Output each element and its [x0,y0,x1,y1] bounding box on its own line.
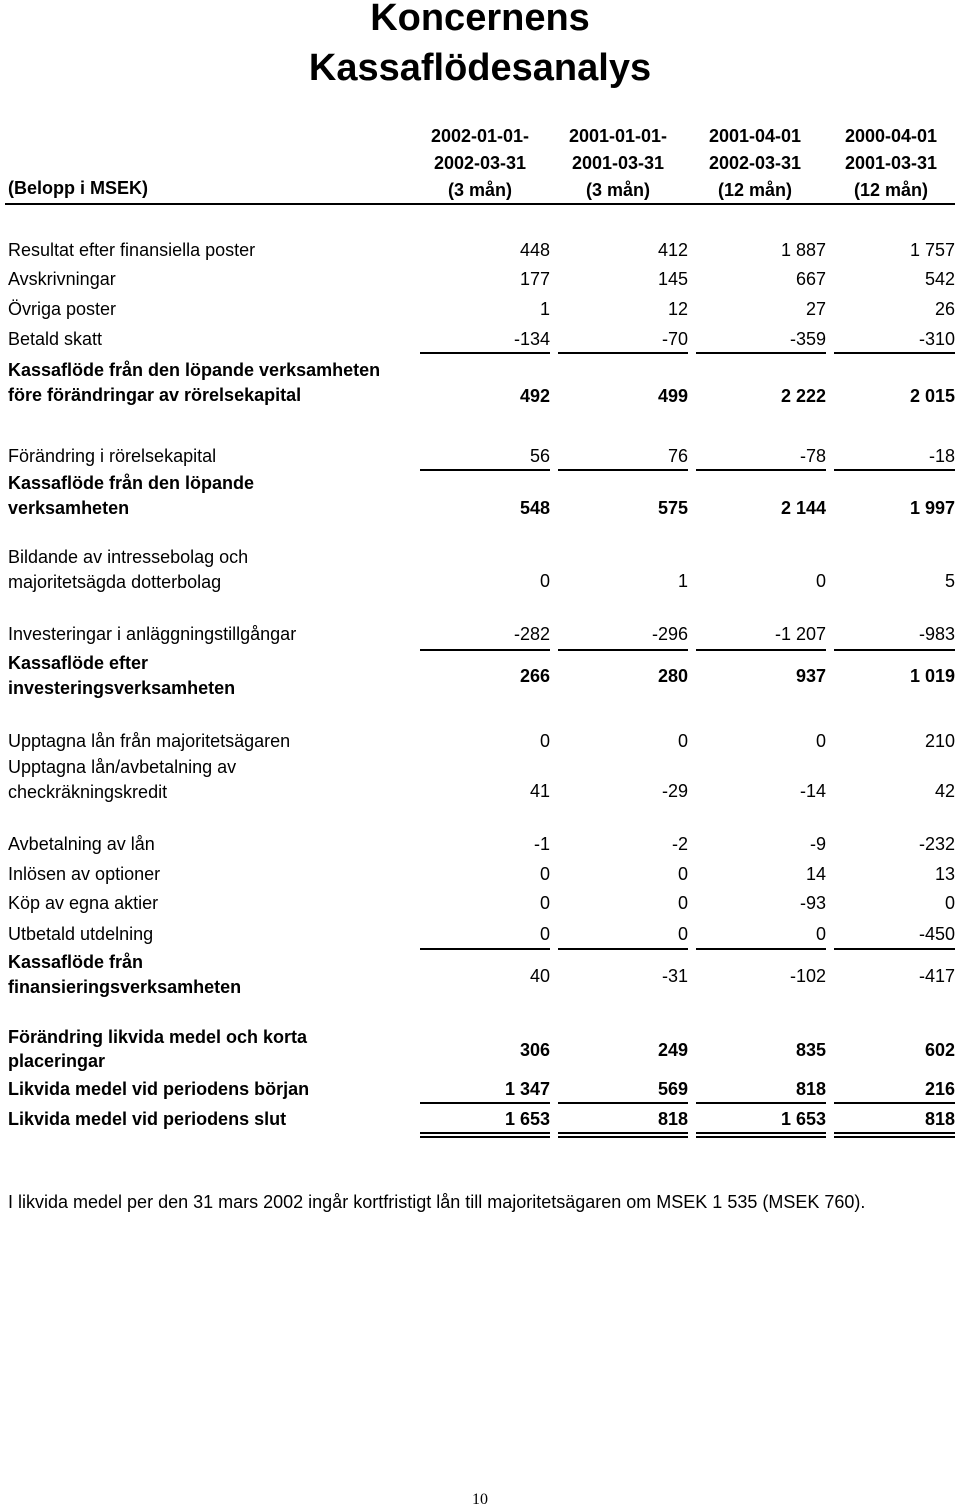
row-value: -232 [918,834,955,854]
row-value: 1 653 [780,1109,826,1129]
footnote: I likvida medel per den 31 mars 2002 ingår kortfristigt lån till majoritetsägaren om MSEK 1 535 (MSEK 760). [8,1192,866,1212]
subtotal-rule [420,1102,550,1104]
column-header-2: 2001-01-01- 2001-03-31 (3 mån) [568,126,668,200]
page-title-line1: Koncernens [370,0,590,39]
row-value: 177 [519,269,550,289]
row-value: 210 [924,731,955,751]
row-value: -417 [918,966,955,986]
subtotal-rule [558,649,688,651]
row-value: 0 [539,731,550,751]
row-value: -2 [671,834,688,854]
row-value: 13 [934,864,955,884]
row-value: 306 [519,1040,550,1060]
row-label: Betald skatt [8,329,103,349]
row-label: placeringar [8,1051,106,1071]
column-header-1: 2002-01-01- 2002-03-31 (3 mån) [430,126,530,200]
page-number: 10 [472,1491,488,1508]
row-value: 56 [529,446,550,466]
header-rule [5,203,955,205]
row-value: -983 [918,624,955,644]
row-value: 1 653 [504,1109,550,1129]
subtotal-rule [558,1102,688,1104]
row-value: 0 [815,924,826,944]
subtotal-rule [420,469,550,471]
row-value: -1 207 [774,624,826,644]
row-value: 216 [924,1079,955,1099]
row-label: investeringsverksamheten [8,678,236,698]
row-value: 0 [677,731,688,751]
row-value: 1 [539,299,550,319]
row-value: -31 [661,966,688,986]
row-value: 0 [539,893,550,913]
row-value: 0 [677,893,688,913]
row-value: 0 [815,731,826,751]
row-label: Bildande av intressebolag och [8,547,249,567]
row-label: verksamheten [8,498,130,518]
page-title-line2: Kassaflödesanalys [308,47,652,89]
column-header-3: 2001-04-01 2002-03-31 (12 mån) [708,126,802,200]
subtotal-rule [834,352,955,354]
row-label: Förändring i rörelsekapital [8,446,217,466]
row-value: 548 [519,498,550,518]
row-value: -296 [651,624,688,644]
row-value: 937 [795,666,826,686]
row-value: 0 [677,924,688,944]
subtotal-rule [696,1102,826,1104]
row-label: Köp av egna aktier [8,893,159,913]
row-value: 14 [805,864,826,884]
row-value: 42 [934,781,955,801]
row-label: Utbetald utdelning [8,924,154,944]
row-label: Upptagna lån från majoritetsägaren [8,731,291,751]
row-value: 0 [677,864,688,884]
row-value: 1 997 [909,498,955,518]
subtotal-rule [420,948,550,950]
row-value: 818 [924,1109,955,1129]
row-value: 2 015 [909,386,955,406]
row-label: Kassaflöde från den löpande verksamheten [8,360,381,380]
row-value: 835 [795,1040,826,1060]
subtotal-rule [696,948,826,950]
row-value: 0 [944,893,955,913]
row-value: -29 [661,781,688,801]
row-value: 266 [519,666,550,686]
row-value: 0 [539,571,550,591]
row-label: Kassaflöde från [8,952,144,972]
row-value: 818 [795,1079,826,1099]
row-value: 145 [657,269,688,289]
row-value: 818 [657,1109,688,1129]
row-value: 26 [934,299,955,319]
row-value: 0 [539,864,550,884]
row-value: -70 [661,329,688,349]
row-value: -1 [533,834,550,854]
subtotal-rule [420,352,550,354]
row-value: 1 757 [909,240,955,260]
row-label: Förändring likvida medel och korta [8,1027,308,1047]
subtotal-rule [834,649,955,651]
row-value: 575 [657,498,688,518]
row-label: Inlösen av optioner [8,864,161,884]
subtotal-rule [696,649,826,651]
total-double-rule [696,1132,826,1138]
row-label: finansieringsverksamheten [8,977,242,997]
row-value: -18 [928,446,955,466]
row-value: 1 [677,571,688,591]
row-value: 0 [539,924,550,944]
subtotal-rule [558,469,688,471]
subtotal-rule [696,352,826,354]
row-value: -9 [809,834,826,854]
row-value: -450 [918,924,955,944]
subtotal-rule [834,1102,955,1104]
row-value: 667 [795,269,826,289]
row-value: -102 [789,966,826,986]
row-label: Avbetalning av lån [8,834,155,854]
row-label: Övriga poster [8,299,117,319]
row-label: Upptagna lån/avbetalning av [8,757,237,777]
unit-label: (Belopp i MSEK) [8,178,148,198]
row-value: 41 [529,781,550,801]
subtotal-rule [420,649,550,651]
subtotal-rule [834,469,955,471]
row-label: Resultat efter finansiella poster [8,240,256,260]
row-value: -359 [789,329,826,349]
row-value: 76 [667,446,688,466]
row-value: 2 144 [780,498,826,518]
row-value: 569 [657,1079,688,1099]
row-value: 2 222 [780,386,826,406]
row-value: 448 [519,240,550,260]
row-label: Kassaflöde från den löpande [8,473,255,493]
row-value: -93 [799,893,826,913]
row-label: Likvida medel vid periodens slut [8,1109,287,1129]
row-label: majoritetsägda dotterbolag [8,572,222,592]
row-value: -14 [799,781,826,801]
row-label: Likvida medel vid periodens början [8,1079,310,1099]
row-value: -310 [918,329,955,349]
total-double-rule [558,1132,688,1138]
row-value: 1 347 [504,1079,550,1099]
row-value: 542 [924,269,955,289]
row-value: 280 [657,666,688,686]
subtotal-rule [558,352,688,354]
subtotal-rule [696,469,826,471]
row-value: 5 [944,571,955,591]
row-value: 412 [657,240,688,260]
subtotal-rule [558,948,688,950]
subtotal-rule [834,948,955,950]
row-value: -78 [799,446,826,466]
total-double-rule [834,1132,955,1138]
row-value: -134 [513,329,550,349]
row-value: 499 [657,386,688,406]
row-label: före förändringar av rörelsekapital [8,385,302,405]
total-double-rule [420,1132,550,1138]
row-label: checkräkningskredit [8,782,168,802]
row-label: Kassaflöde efter [8,653,149,673]
row-value: 1 887 [780,240,826,260]
row-value: 12 [667,299,688,319]
row-value: 492 [519,386,550,406]
row-label: Avskrivningar [8,269,116,289]
column-header-4: 2000-04-01 2001-03-31 (12 mån) [844,126,938,200]
row-value: 0 [815,571,826,591]
row-value: -282 [513,624,550,644]
row-value: 1 019 [909,666,955,686]
row-value: 40 [529,966,550,986]
row-value: 27 [805,299,826,319]
row-value: 602 [924,1040,955,1060]
row-value: 249 [657,1040,688,1060]
row-label: Investeringar i anläggningstillgångar [8,624,297,644]
